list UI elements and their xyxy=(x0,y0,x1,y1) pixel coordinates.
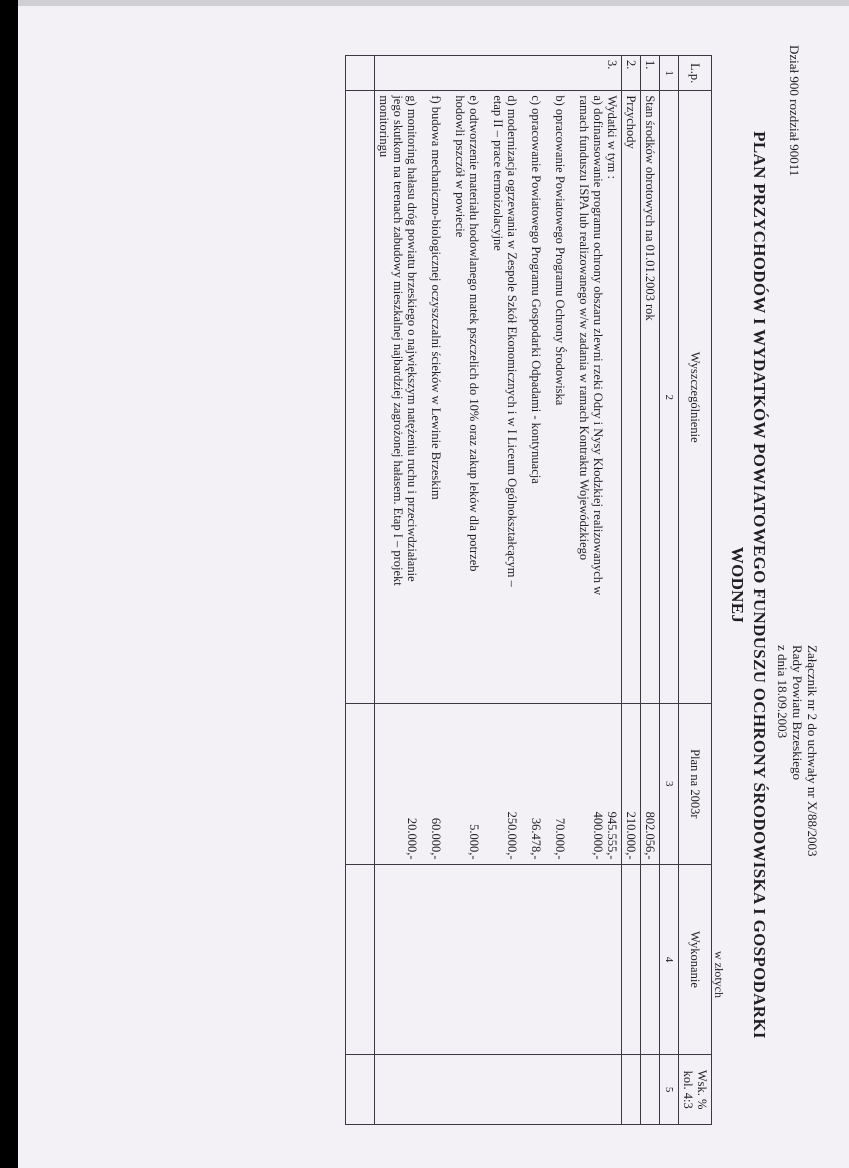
expense-item-f: f) budowa mechaniczno-biologicznej oczyszczalni ścieków w Lewinie Brzeskim xyxy=(429,95,443,500)
col-number: 1 xyxy=(660,56,679,91)
row-wykonanie xyxy=(375,864,622,1055)
table-row-empty xyxy=(346,56,375,1125)
header-row xyxy=(679,56,712,1125)
empty-cell xyxy=(346,704,375,865)
attachment-line: z dnia 18.09.2003 xyxy=(775,645,790,739)
row-plan-amounts xyxy=(375,704,622,865)
amount-c: 36.478,- xyxy=(529,817,543,860)
row-lp: 3. xyxy=(375,56,622,91)
expense-item-d: d) modernizacja ogrzewania w Zespole Szkół Ekonomicznych i w I Liceum Ogólnokształcącym – xyxy=(505,95,519,587)
row-wykonanie xyxy=(622,864,641,1055)
expense-item-a-cont: ramach funduszu ISPA lub realizowanego w/w zadania w ramach Kontraktu Wojewódzkiego xyxy=(577,95,591,561)
header-wykonanie: Wykonanie xyxy=(679,864,712,1055)
empty-cell xyxy=(346,864,375,1055)
expense-item-g-cont: jego skutkom na terenach zabudowy mieszkalnej najbardziej zagrożonej hałasem. Etap I – projekt xyxy=(391,95,405,586)
expense-item-e: e) odtworzenie materiału hodowlanego matek pszczelich do 10% oraz zakup leków dla potrzeb xyxy=(467,95,481,572)
header-wsk-line: kol. 4:3 xyxy=(681,1070,695,1109)
col-number: 3 xyxy=(660,704,679,865)
amount-f: 60.000,- xyxy=(429,817,443,860)
row-wskaznik xyxy=(641,1055,660,1125)
expenses-heading: Wydatki w tym : xyxy=(605,95,619,179)
empty-cell xyxy=(346,56,375,91)
row-plan-amount: 210.000,- xyxy=(622,704,641,865)
amount-e: 5.000,- xyxy=(467,824,481,860)
table-row-expenses xyxy=(375,56,622,1125)
expenses-total-amount: 945.555,- xyxy=(605,811,619,860)
attachment-line: Załącznik nr 2 do uchwały nr X/88/2003 xyxy=(805,645,820,857)
scan-dark-edge xyxy=(0,0,18,1168)
expense-item-b: b) opracowanie Powiatowego Programu Ochrony Środowiska xyxy=(553,95,567,406)
row-wskaznik xyxy=(375,1055,622,1125)
title-line: PLAN PRZYCHODÓW I WYDATKÓW POWIATOWEGO FUNDUSZU OCHRONY ŚRODOWISKA I GOSPODARKI xyxy=(750,131,769,1039)
header-wsk-line: Wsk. % xyxy=(695,1069,709,1110)
row-plan-amount: 802.056,- xyxy=(641,704,660,865)
header-lp: L.p. xyxy=(679,56,712,91)
column-number-row xyxy=(660,56,679,1125)
row-lp: 1. xyxy=(641,56,660,91)
document-title xyxy=(726,105,770,1065)
col-number: 2 xyxy=(660,91,679,704)
amount-g: 20.000,- xyxy=(405,817,419,860)
header-plan: Plan na 2003r xyxy=(679,704,712,865)
table-row xyxy=(641,56,660,1125)
row-description: Przychody xyxy=(622,91,641,704)
row-lp: 2. xyxy=(622,56,641,91)
col-number: 5 xyxy=(660,1055,679,1125)
header-wskaznik xyxy=(679,1055,712,1125)
amount-a: 400.000,- xyxy=(591,811,605,860)
row-description: Stan środków obrotowych na 01.01.2003 rok xyxy=(641,91,660,704)
row-wykonanie xyxy=(641,864,660,1055)
expense-item-d-cont: etap II – prace termoizolacyjne xyxy=(491,95,505,251)
row-wskaznik xyxy=(622,1055,641,1125)
title-line: WODNEJ xyxy=(728,546,747,624)
attachment-note xyxy=(775,645,820,857)
expense-item-e-cont: hodowli pszczół w powiecie xyxy=(453,95,467,238)
empty-cell xyxy=(346,1055,375,1125)
expense-item-g: g) monitoring hałasu dróg powiatu brzeskiego o największym natężeniu ruchu i przeciwdziałanie xyxy=(405,95,419,582)
section-code: Dział 900 rozdział 90011 xyxy=(787,45,802,177)
plan-table xyxy=(345,55,712,1125)
amount-b: 70.000,- xyxy=(553,817,567,860)
scan-top-edge xyxy=(18,0,849,6)
row-description xyxy=(375,91,622,704)
amount-d: 250.000,- xyxy=(505,811,519,860)
expense-item-a: a) dofinansowanie programu ochrony obszaru zlewni rzeki Odry i Nysy Kłodzkiej realizowanych w xyxy=(591,95,605,596)
currency-unit: w złotych xyxy=(712,951,726,998)
attachment-line: Rady Powiatu Brzeskiego xyxy=(790,645,805,781)
col-number: 4 xyxy=(660,864,679,1055)
header-description: Wyszczególnienie xyxy=(679,91,712,704)
expense-item-g-cont: monitoringu xyxy=(377,95,391,158)
empty-cell xyxy=(346,91,375,704)
rotated-document-page xyxy=(60,45,820,1125)
table-row xyxy=(622,56,641,1125)
expense-item-c: c) opracowanie Powiatowego Programu Gospodarki Odpadami - kontynuacja xyxy=(529,95,543,484)
